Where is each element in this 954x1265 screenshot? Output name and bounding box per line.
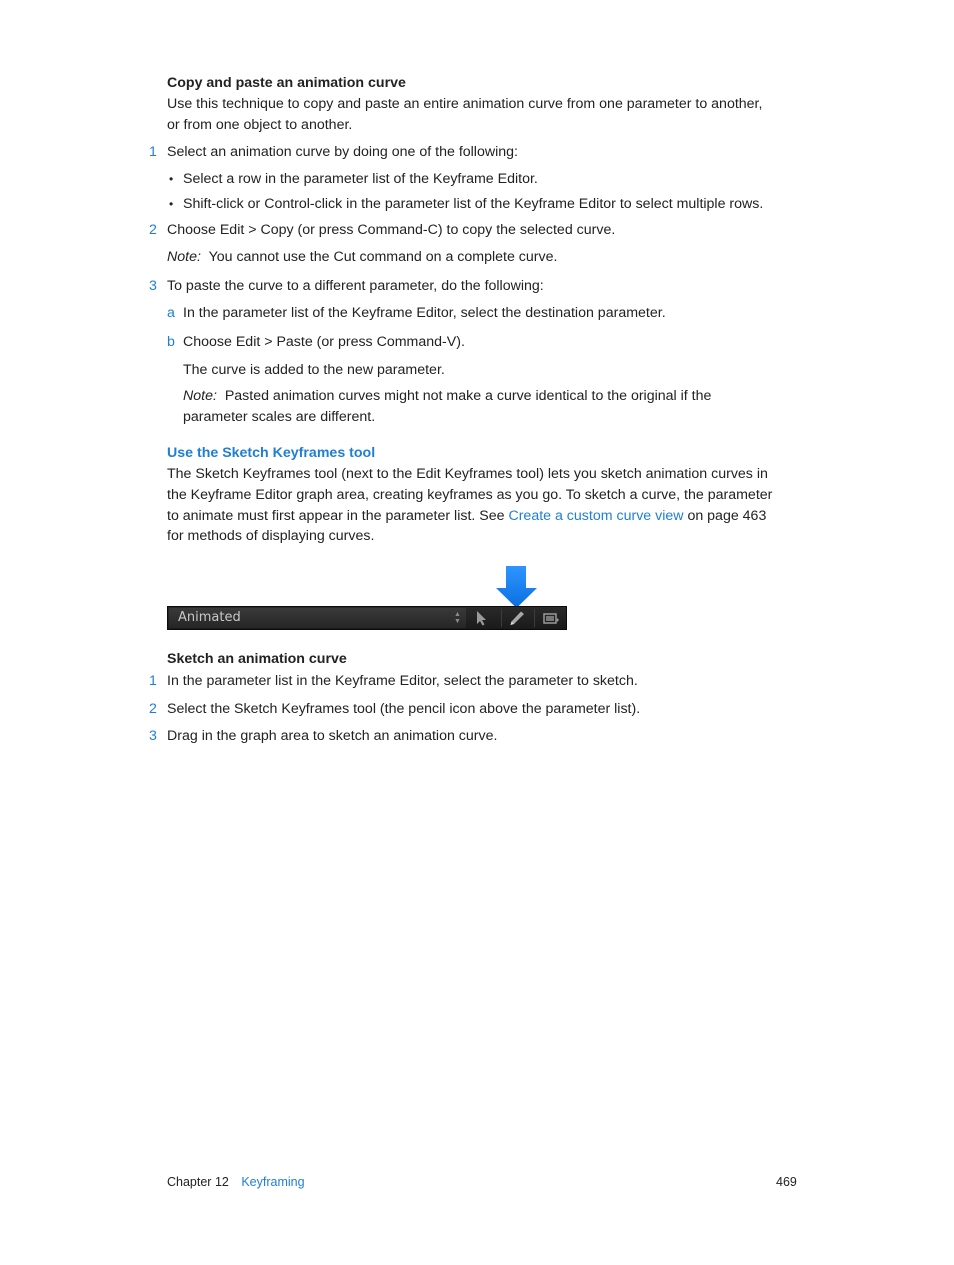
note: [167, 247, 557, 268]
toolbar-divider: [501, 609, 502, 627]
curve-set-popup[interactable]: [169, 608, 466, 628]
note-text: Pasted animation curves might not make a curve identical to the original if the: [224, 388, 712, 404]
substep-text: In the parameter list of the Keyframe Editor, select the destination parameter.: [183, 305, 666, 321]
paragraph-line: The Sketch Keyframes tool (next to the Edit Keyframes tool) lets you sketch animation curves in: [167, 466, 768, 482]
highlight-arrow-icon: [496, 566, 538, 609]
note-label: Note:: [183, 388, 217, 404]
footer-chapter-link[interactable]: Keyframing: [241, 1175, 305, 1189]
step-text: To paste the curve to a different parameter, do the following:: [167, 278, 544, 294]
paragraph-text: to animate must first appear in the parameter list. See: [167, 508, 509, 524]
result-text: The curve is added to the new parameter.: [183, 362, 445, 378]
substep-letter: b: [167, 334, 175, 350]
select-arrow-icon[interactable]: [474, 610, 488, 626]
step-number: 2: [149, 701, 157, 717]
bullet-marker: •: [169, 197, 174, 211]
step-number: 3: [149, 728, 157, 744]
section-heading-copy-paste: Copy and paste an animation curve: [167, 75, 406, 91]
popup-chevron-icon: ▲ ▼: [454, 611, 461, 625]
footer-chapter: [167, 1173, 305, 1191]
intro-text-line: or from one object to another.: [167, 117, 353, 133]
step-number: 1: [149, 144, 157, 160]
intro-text-line: Use this technique to copy and paste an entire animation curve from one parameter to another,: [167, 96, 763, 112]
frame-icon[interactable]: [542, 611, 560, 626]
section-heading-sketch-curve: Sketch an animation curve: [167, 651, 347, 667]
bullet-text: Select a row in the parameter list of the Keyframe Editor.: [183, 171, 538, 187]
bullet-text: Shift-click or Control-click in the parameter list of the Keyframe Editor to select multiple rows.: [183, 196, 764, 212]
substep-text: Choose Edit > Paste (or press Command-V).: [183, 334, 465, 350]
step-number: 2: [149, 222, 157, 238]
note-text: You cannot use the Cut command on a complete curve.: [208, 249, 558, 265]
page-number: 469: [776, 1175, 797, 1189]
step-number: 3: [149, 278, 157, 294]
step-text: Drag in the graph area to sketch an animation curve.: [167, 728, 498, 744]
curve-set-popup-label: Animated: [178, 610, 241, 625]
note: [183, 386, 711, 407]
paragraph-line: for methods of displaying curves.: [167, 528, 375, 544]
create-custom-curve-view-link[interactable]: Create a custom curve view: [508, 508, 684, 524]
toolbar-divider: [534, 609, 535, 627]
step-text: In the parameter list in the Keyframe Editor, select the parameter to sketch.: [167, 673, 638, 689]
step-text: Choose Edit > Copy (or press Command-C) to copy the selected curve.: [167, 222, 616, 238]
footer-chapter-number: Chapter 12: [167, 1175, 229, 1189]
pencil-icon[interactable]: [508, 610, 526, 626]
section-heading-sketch-tool: Use the Sketch Keyframes tool: [167, 445, 376, 461]
step-text: Select the Sketch Keyframes tool (the pencil icon above the parameter list).: [167, 701, 641, 717]
note-text: parameter scales are different.: [183, 409, 376, 425]
paragraph-text: on page 463: [683, 508, 767, 524]
substep-letter: a: [167, 305, 175, 321]
step-number: 1: [149, 673, 157, 689]
note-label: Note:: [167, 249, 201, 265]
paragraph-line: the Keyframe Editor graph area, creating keyframes as you go. To sketch a curve, the parameter: [167, 487, 773, 503]
step-text: Select an animation curve by doing one of the following:: [167, 144, 518, 160]
paragraph-line: [167, 506, 766, 527]
keyframe-editor-toolbar: [167, 606, 567, 630]
bullet-marker: •: [169, 172, 174, 186]
